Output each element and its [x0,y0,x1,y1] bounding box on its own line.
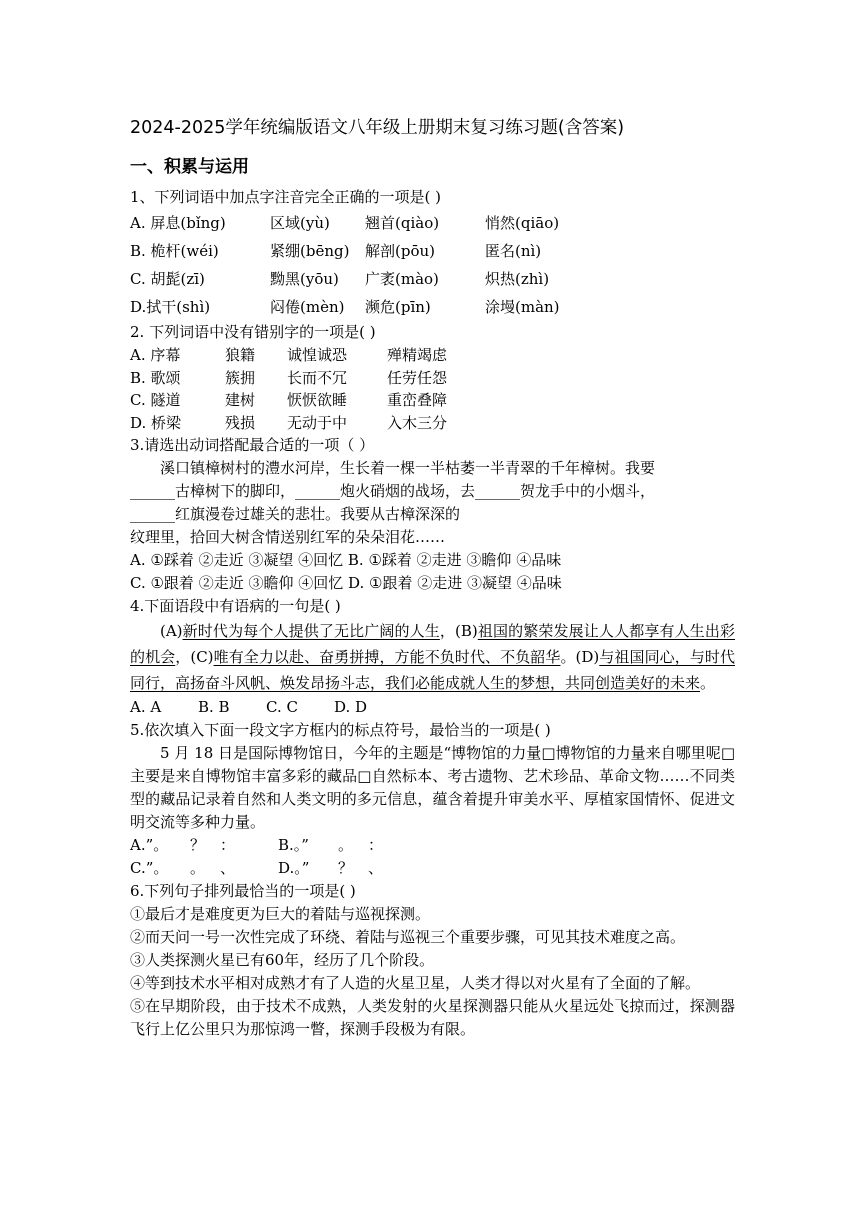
q5-option-line [130,834,735,857]
document-title: 2024-2025学年统编版语文八年级上册期末复习练习题(含答案) [130,118,625,138]
q6-sentence: ⑤在早期阶段，由于技术不成熟，人类发射的火星探测器只能从火星远处飞掠而过，探测器飞行上亿公里只为那惊鸿一瞥，探测手段极为有限。 [130,997,735,1038]
q2-cell: 残损 [225,413,256,432]
q1-cell: 解剖(pōu) [365,242,435,260]
question-2-stem: 2. 下列词语中没有错别字的一项是( ) [130,323,376,341]
q1-cell: 悄然(qiāo) [485,214,560,232]
q4-label-a: (A) [160,622,183,640]
q2-cell: 无动于中 [287,413,348,432]
q2-cell: D. 桥梁 [130,413,182,432]
q3-passage-line: ______古樟树下的脚印，______炮火硝烟的战场，去______贺龙手中的小烟斗， [130,482,656,500]
q1-cell: 炽热(zhì) [485,270,550,288]
q5-option: ？ [338,859,354,877]
document-content [130,114,735,1041]
q1-cell: 紧绷(bēng) [270,242,350,260]
q4-option: B. B [198,698,230,716]
q2-option-row [130,412,735,435]
q1-cell: 涂墁(màn) [485,298,560,316]
q6-sentence: ①最后才是难度更为巨大的着陆与巡视探测。 [130,905,431,923]
q1-cell: 闷倦(mèn) [270,298,345,316]
question-5-stem: 5.依次填入下面一段文字方框内的标点符号，最恰当的一项是( ) [130,721,551,739]
q4-label-c: (C) [190,648,214,666]
q2-cell: A. 序幕 [130,346,181,364]
q5-option: B.。” [278,836,309,854]
question-4-stem: 4.下面语段中有语病的一句是( ) [130,597,341,615]
q5-option: ： [368,836,384,854]
q2-cell: 殚精竭虑 [387,346,448,364]
q5-option: ： [220,836,236,854]
q5-option: 、 [220,859,236,877]
question-4 [130,595,735,719]
q3-passage-line: ______红旗漫卷过雄关的悲壮。我要从古樟深深的 [130,505,461,523]
q5-option: 。 [190,859,206,877]
q1-cell: A. 屏息(bǐng) [130,214,226,232]
q3-option-line: C. ①跟着 ②走近 ③瞻仰 ④回忆 D. ①跟着 ②走进 ③凝望 ④品味 [130,574,562,592]
q2-cell: 狼籍 [225,346,256,364]
q1-cell: B. 桅杆(wéi) [130,242,219,260]
q6-sentence: ③人类探测火星已有60年，经历了几个阶段。 [130,951,435,969]
q1-option-row [130,293,735,321]
q4-label-b: (B) [455,622,478,640]
section-heading: 一、积累与运用 [130,157,249,177]
q5-option: C.”。 [130,859,169,877]
q5-option: D.。” [278,859,310,877]
q2-option-row [130,389,735,412]
q3-passage-line: 溪口镇樟树村的澧水河岸，生长着一棵一半枯萎一半青翠的千年樟树。我要 [160,459,656,477]
q4-option: C. C [266,698,298,716]
q1-cell: 濒危(pīn) [365,298,431,316]
q4-options [130,696,735,719]
q1-cell: 黝黑(yōu) [270,270,339,288]
q2-option-row [130,367,735,390]
q2-cell: 诚惶诚恐 [287,346,348,364]
q4-passage [130,618,735,696]
q2-cell: C. 隧道 [130,391,181,409]
q5-passage: 5 月 18 日是国际博物馆日，今年的主题是“博物馆的力量□博物馆的力量来自哪里呢□主要是来自博物馆丰富多彩的藏品□自然标本、考古遗物、艺术珍品、革命文物……不同类型的藏品记录着自然和人类文明的多元信息，蕴含着提升审美水平、厚植家国情怀、促进文明交流等多种力量。 [130,744,735,831]
q5-option: A.”。 [130,836,169,854]
q2-cell: 簇拥 [225,368,256,387]
question-3 [130,434,735,595]
question-3-stem: 3.请选出动词搭配最合适的一项（ ） [130,436,375,454]
question-1 [130,186,735,321]
q1-cell: 匿名(nì) [485,242,542,260]
q4-punct: 。 [560,648,576,666]
q2-cell: 恹恹欲睡 [287,391,348,409]
q3-passage-line: 纹理里，拾回大树含情送别红军的朵朵泪花…… [130,528,446,546]
question-5 [130,719,735,880]
q6-sentence: ②而天问一号一次性完成了环绕、着陆与巡视三个重要步骤，可见其技术难度之高。 [130,928,686,946]
q6-sentence: ④等到技术水平相对成熟才有了人造的火星卫星，人类才得以对火星有了全面的了解。 [130,974,701,992]
q4-sentence-b: 祖国的繁荣发展让人人都享有人生出彩的机会 [130,622,735,666]
q2-option-row [130,344,735,367]
q1-option-row [130,209,735,237]
q4-label-d: (D) [575,648,600,666]
q1-cell: C. 胡髭(zī) [130,270,205,288]
q5-option: 。 [338,836,354,854]
q4-sentence-c: 唯有全力以赴、奋勇拼搏，方能不负时代、不负韶华 [213,648,561,666]
q2-cell: 任劳任怨 [387,368,448,387]
q1-option-row [130,265,735,293]
q4-option: A. A [130,698,162,716]
q2-cell: 重峦叠障 [387,391,448,409]
q2-cell: 入木三分 [387,413,448,432]
q5-option-line [130,857,735,880]
q1-cell: D.拭干(shì) [130,298,211,316]
q3-option-line: A. ①踩着 ②走近 ③凝望 ④回忆 B. ①踩着 ②走进 ③瞻仰 ④品味 [130,551,562,569]
q4-option: D. D [334,698,368,716]
q1-cell: 区域(yù) [270,214,330,232]
question-2 [130,321,735,434]
q2-cell: 建树 [225,391,256,409]
q5-option: ？ [190,836,206,854]
q1-cell: 翘首(qiào) [365,214,440,232]
q2-cell: B. 歌颂 [130,368,181,387]
q2-cell: 长而不冗 [287,368,348,387]
question-1-stem: 1、下列词语中加点字注音完全正确的一项是( ) [130,188,442,206]
q4-punct: ， [439,622,456,640]
q1-cell: 广袤(mào) [365,270,439,288]
q5-option: 、 [368,859,384,877]
q1-option-row [130,237,735,265]
question-6 [130,880,735,1041]
q4-sentence-d: 与祖国同心，与时代同行，高扬奋斗风帆、焕发昂扬斗志，我们必能成就人生的梦想，共同创造美好的未来 [130,648,735,692]
q4-punct: ， [175,648,191,666]
question-6-stem: 6.下列句子排列最恰当的一项是( ) [130,882,356,900]
q4-punct: 。 [700,674,716,692]
q4-sentence-a: 新时代为每个人提供了无比广阔的人生 [182,622,440,640]
